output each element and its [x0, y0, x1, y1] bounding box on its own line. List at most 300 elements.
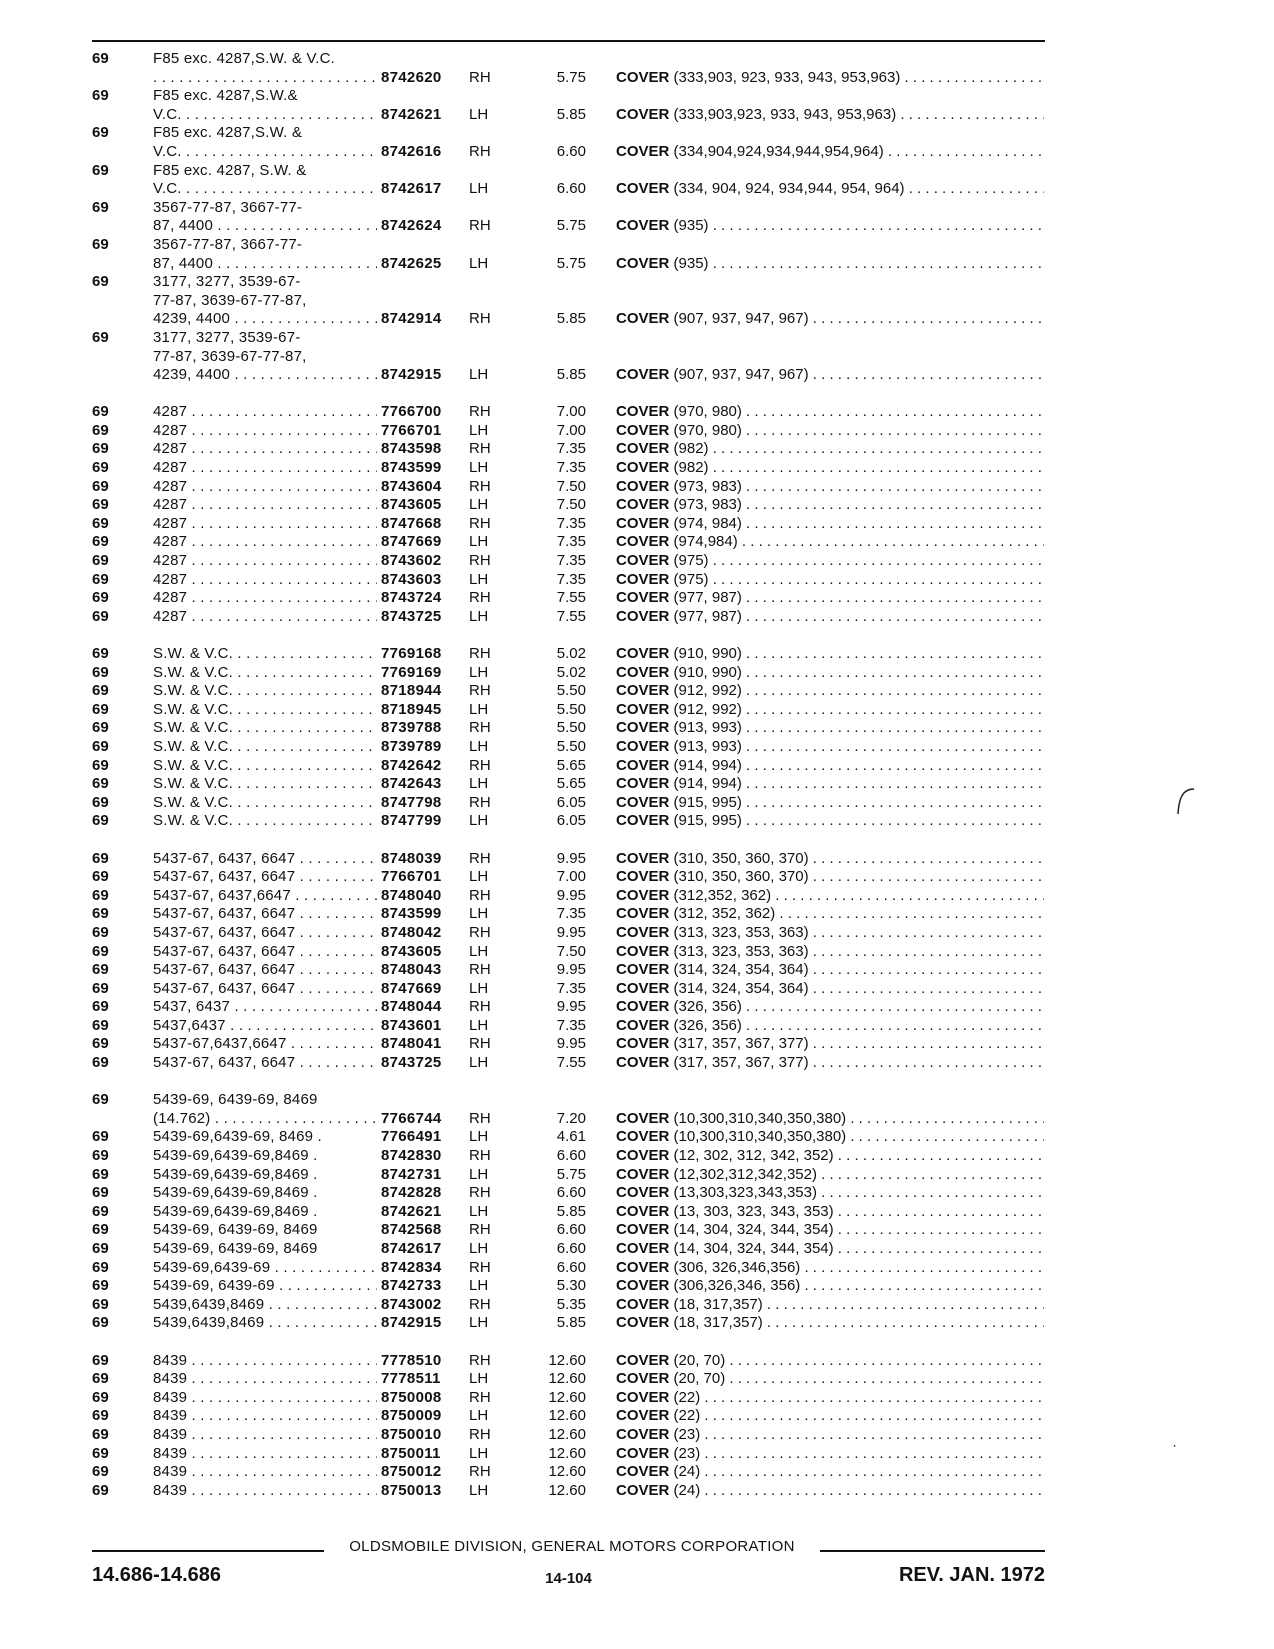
model-cell: S.W. & V.C. . . . [153, 682, 377, 701]
year-cell: 69 [92, 1277, 109, 1295]
description-cell [616, 1426, 1044, 1445]
price-cell: 6.60 [556, 1221, 586, 1239]
side-cell: LH [469, 1240, 489, 1257]
description-cell [616, 998, 1044, 1017]
description-cell [616, 682, 1044, 701]
description-title: COVER [616, 217, 670, 235]
description-title: COVER [616, 1202, 670, 1220]
price-cell: 5.02 [556, 645, 586, 662]
model-cell: 5439-69,6439-69,8469 . [153, 1202, 318, 1220]
part-number-cell: 8743599 [381, 459, 442, 477]
price-cell: 5.75 [556, 68, 586, 86]
price-cell: 7.55 [556, 589, 586, 607]
description-detail: (306, 326,346,356) [669, 1258, 801, 1276]
price-cell: 12.60 [548, 1463, 586, 1481]
description-cell [616, 812, 1044, 831]
description-cell [616, 1166, 1044, 1185]
price-cell: 7.35 [556, 979, 586, 997]
side-cell: LH [469, 979, 489, 997]
model-cell: V.C. . . . [153, 180, 377, 199]
table-row [0, 143, 1274, 162]
description-detail: (973, 983) [669, 496, 742, 514]
part-number-cell: 8742828 [381, 1184, 442, 1202]
side-cell: LH [469, 775, 489, 793]
part-number-cell: 7769168 [381, 645, 442, 662]
model-cell: 3177, 3277, 3539-67- [153, 273, 301, 291]
table-row [0, 533, 1274, 552]
model-cell: 5437-67, 6437, 6647 . . . [153, 961, 377, 980]
description-title: COVER [616, 1184, 670, 1202]
table-row [0, 236, 1274, 255]
table-row [0, 124, 1274, 143]
revision-date: REV. JAN. 1972 [898, 1564, 1045, 1586]
model-cell: 5439-69,6439-69,8469 . [153, 1165, 318, 1183]
part-number-cell: 8742616 [381, 142, 442, 160]
side-cell: RH [469, 756, 491, 774]
description-cell [616, 143, 1044, 162]
description-cell [616, 1203, 1044, 1222]
year-cell: 69 [92, 273, 109, 291]
side-cell: RH [469, 1388, 491, 1406]
description-cell [616, 180, 1044, 199]
model-cell: 8439 . . . [153, 1426, 377, 1445]
description-cell [616, 1296, 1044, 1315]
model-cell: 5439-69,6439-69 . . . [153, 1259, 377, 1278]
description-title: COVER [616, 719, 670, 737]
year-cell: 69 [92, 737, 109, 755]
price-cell: 6.05 [556, 793, 586, 811]
side-cell: LH [469, 570, 489, 588]
part-number-cell: 8743725 [381, 607, 442, 625]
part-number-cell: 8748040 [381, 886, 442, 904]
side-cell: RH [469, 1351, 491, 1369]
description-cell [616, 217, 1044, 236]
table-row [0, 440, 1274, 459]
year-cell: 69 [92, 87, 109, 105]
description-cell [616, 719, 1044, 738]
description-detail: (326, 356) [669, 998, 742, 1016]
table-row [0, 552, 1274, 571]
description-detail: (910, 990) [669, 645, 742, 662]
side-cell: RH [469, 961, 491, 979]
table-row [0, 1203, 1274, 1222]
table-row [0, 1166, 1274, 1185]
table-row [0, 1277, 1274, 1296]
side-cell: RH [469, 886, 491, 904]
side-cell: RH [469, 403, 491, 421]
year-cell: 69 [92, 812, 109, 830]
part-number-cell: 8742617 [381, 180, 442, 198]
model-cell: F85 exc. 4287, S.W. & [153, 161, 307, 179]
part-number-cell: 8742621 [381, 105, 442, 123]
table-row [0, 348, 1274, 367]
description-cell [616, 533, 1044, 552]
description-title: COVER [616, 459, 670, 477]
description-detail: (935) [669, 217, 709, 235]
model-cell: 5437-67, 6437, 6647 . . . [153, 1054, 377, 1073]
description-title: COVER [616, 1016, 670, 1034]
table-row [0, 1240, 1274, 1259]
description-title: COVER [616, 421, 670, 439]
description-cell [616, 1035, 1044, 1054]
price-cell: 6.60 [556, 180, 586, 198]
description-detail: (912, 992) [669, 700, 742, 718]
table-row [0, 1314, 1274, 1333]
description-detail: (306,326,346, 356) [669, 1277, 801, 1295]
part-number-cell: 7778510 [381, 1351, 442, 1369]
description-title: COVER [616, 756, 670, 774]
part-number-cell: 8743603 [381, 570, 442, 588]
price-cell: 5.75 [556, 1165, 586, 1183]
price-cell: 5.50 [556, 737, 586, 755]
description-detail: (314, 324, 354, 364) [669, 979, 809, 997]
price-cell: 7.35 [556, 440, 586, 458]
price-cell: 6.05 [556, 812, 586, 830]
price-cell: 5.75 [556, 254, 586, 272]
description-cell [616, 905, 1044, 924]
description-cell [616, 701, 1044, 720]
side-cell: LH [469, 868, 489, 886]
part-number-cell: 8739788 [381, 719, 442, 737]
side-cell: LH [469, 421, 489, 439]
side-cell: LH [469, 942, 489, 960]
table-row [0, 1259, 1274, 1278]
part-number-cell: 8747799 [381, 812, 442, 830]
side-cell: RH [469, 1221, 491, 1239]
model-cell: 4287 . . . [153, 515, 377, 534]
side-cell: RH [469, 793, 491, 811]
description-cell [616, 1259, 1044, 1278]
description-title: COVER [616, 440, 670, 458]
part-number-cell: 7766744 [381, 1109, 442, 1127]
description-detail: (907, 937, 947, 967) [669, 310, 809, 328]
description-detail: (317, 357, 367, 377) [669, 1035, 809, 1053]
side-cell: LH [469, 700, 489, 718]
side-cell: LH [469, 905, 489, 923]
price-cell: 5.50 [556, 700, 586, 718]
price-cell: 5.85 [556, 310, 586, 328]
table-row [0, 50, 1274, 69]
price-cell: 5.30 [556, 1277, 586, 1295]
year-cell: 69 [92, 682, 109, 700]
part-number-cell: 8747668 [381, 514, 442, 532]
price-cell: 12.60 [548, 1351, 586, 1369]
description-title: COVER [616, 1444, 670, 1462]
table-row [0, 1091, 1274, 1110]
model-cell: 5437-67, 6437, 6647 . . . [153, 868, 377, 887]
side-cell: LH [469, 180, 489, 198]
table-row [0, 664, 1274, 683]
side-cell: LH [469, 1016, 489, 1034]
description-detail: (982) [669, 440, 709, 458]
model-cell: 77-87, 3639-67-77-87, [153, 291, 307, 309]
year-cell: 69 [92, 1481, 109, 1499]
price-cell: 9.95 [556, 849, 586, 867]
table-row [0, 1426, 1274, 1445]
side-cell: LH [469, 1407, 489, 1425]
model-cell: S.W. & V.C. . . . [153, 738, 377, 757]
year-cell: 69 [92, 645, 109, 662]
description-cell [616, 310, 1044, 329]
side-cell: LH [469, 1054, 489, 1072]
description-cell [616, 1110, 1044, 1129]
model-cell: 8439 . . . [153, 1482, 377, 1501]
year-cell: 69 [92, 663, 109, 681]
model-cell: 87, 4400 . . . [153, 255, 377, 274]
table-row [0, 998, 1274, 1017]
price-cell: 5.35 [556, 1295, 586, 1313]
description-detail: (312, 352, 362) [669, 905, 776, 923]
description-title: COVER [616, 775, 670, 793]
description-cell [616, 1352, 1044, 1371]
model-cell: 5439,6439,8469 . . . [153, 1314, 377, 1333]
description-detail: (20, 70) [669, 1370, 726, 1388]
part-number-cell: 7778511 [381, 1370, 441, 1388]
price-cell: 5.65 [556, 775, 586, 793]
side-cell: LH [469, 607, 489, 625]
price-cell: 12.60 [548, 1388, 586, 1406]
price-cell: 12.60 [548, 1444, 586, 1462]
part-number-cell: 8748042 [381, 923, 442, 941]
price-cell: 7.00 [556, 403, 586, 421]
price-cell: 7.50 [556, 496, 586, 514]
description-cell [616, 1240, 1044, 1259]
description-title: COVER [616, 552, 670, 570]
price-cell: 5.85 [556, 105, 586, 123]
price-cell: 6.60 [556, 1258, 586, 1276]
side-cell: LH [469, 1165, 489, 1183]
table-row [0, 162, 1274, 181]
description-cell [616, 478, 1044, 497]
table-row [0, 366, 1274, 385]
table-row [0, 589, 1274, 608]
table-row [0, 217, 1274, 236]
table-row [0, 329, 1274, 348]
year-cell: 69 [92, 961, 109, 979]
corporation-name: OLDSMOBILE DIVISION, GENERAL MOTORS CORPORATION [349, 1538, 795, 1555]
table-row [0, 1035, 1274, 1054]
description-cell [616, 1017, 1044, 1036]
price-cell: 7.55 [556, 1054, 586, 1072]
group-spacer [0, 831, 1274, 850]
side-cell: RH [469, 217, 491, 235]
description-cell [616, 1407, 1044, 1426]
description-title: COVER [616, 923, 670, 941]
description-title: COVER [616, 514, 670, 532]
description-cell [616, 422, 1044, 441]
year-cell: 69 [92, 1407, 109, 1425]
description-title: COVER [616, 1314, 670, 1332]
description-title: COVER [616, 607, 670, 625]
part-number-cell: 8742642 [381, 756, 442, 774]
year-cell: 69 [92, 1425, 109, 1443]
part-number-cell: 8747798 [381, 793, 442, 811]
part-number-cell: 8747669 [381, 979, 442, 997]
model-cell: V.C. . . . [153, 143, 377, 162]
model-cell: F85 exc. 4287,S.W. & [153, 124, 303, 142]
side-cell: RH [469, 1425, 491, 1443]
year-cell: 69 [92, 775, 109, 793]
description-title: COVER [616, 737, 670, 755]
side-cell: LH [469, 663, 489, 681]
description-detail: (313, 323, 353, 363) [669, 923, 809, 941]
year-cell: 69 [92, 756, 109, 774]
description-detail: (334, 904, 924, 934,944, 954, 964) [669, 180, 905, 198]
part-number-cell: 8747669 [381, 533, 442, 551]
top-rule [92, 40, 1045, 42]
description-detail: (333,903, 923, 933, 943, 953,963) [669, 68, 901, 86]
description-detail: (974,984) [669, 533, 738, 551]
part-number-cell: 8742914 [381, 310, 442, 328]
price-cell: 7.35 [556, 552, 586, 570]
year-cell: 69 [92, 1240, 109, 1257]
model-cell: 5437-67, 6437, 6647 . . . [153, 943, 377, 962]
description-cell [616, 794, 1044, 813]
model-cell: 3177, 3277, 3539-67- [153, 328, 301, 346]
side-cell: LH [469, 1444, 489, 1462]
table-row [0, 106, 1274, 125]
description-detail: (24) [669, 1481, 701, 1499]
description-title: COVER [616, 1240, 670, 1257]
model-cell: 8439 . . . [153, 1463, 377, 1482]
description-cell [616, 757, 1044, 776]
year-cell: 69 [92, 868, 109, 886]
side-cell: RH [469, 440, 491, 458]
part-number-cell: 8750013 [381, 1481, 442, 1499]
description-detail: (975) [669, 552, 709, 570]
description-title: COVER [616, 310, 670, 328]
price-cell: 12.60 [548, 1370, 586, 1388]
description-cell [616, 1128, 1044, 1147]
model-cell: 5439-69, 6439-69 . . . [153, 1277, 377, 1296]
year-cell: 69 [92, 849, 109, 867]
description-title: COVER [616, 533, 670, 551]
margin-mark [1174, 786, 1198, 816]
description-cell [616, 1463, 1044, 1482]
description-cell [616, 943, 1044, 962]
side-cell: RH [469, 310, 491, 328]
description-detail: (970, 980) [669, 421, 742, 439]
table-row [0, 1128, 1274, 1147]
year-cell: 69 [92, 198, 109, 216]
model-cell: S.W. & V.C. . . . [153, 701, 377, 720]
group-spacer [0, 385, 1274, 404]
table-row [0, 496, 1274, 515]
table-row [0, 1389, 1274, 1408]
year-cell: 69 [92, 1054, 109, 1072]
page-number: 14-104 [545, 1570, 592, 1587]
model-cell: 4287 . . . [153, 589, 377, 608]
price-cell: 5.85 [556, 366, 586, 384]
description-detail: (914, 994) [669, 775, 742, 793]
description-title: COVER [616, 1109, 670, 1127]
side-cell: RH [469, 1109, 491, 1127]
description-detail: (915, 995) [669, 793, 742, 811]
price-cell: 6.60 [556, 142, 586, 160]
year-cell: 69 [92, 161, 109, 179]
year-cell: 69 [92, 328, 109, 346]
table-row [0, 273, 1274, 292]
year-cell: 69 [92, 942, 109, 960]
description-title: COVER [616, 1463, 670, 1481]
year-cell: 69 [92, 421, 109, 439]
part-number-cell: 8743601 [381, 1016, 442, 1034]
model-cell: 5437-67,6437,6647 . . . [153, 1035, 377, 1054]
model-cell: 8439 . . . [153, 1407, 377, 1426]
year-cell: 69 [92, 1035, 109, 1053]
description-cell [616, 887, 1044, 906]
description-cell [616, 1445, 1044, 1464]
year-cell: 69 [92, 1147, 109, 1165]
description-cell [616, 645, 1044, 664]
table-row [0, 887, 1274, 906]
description-cell [616, 1482, 1044, 1501]
year-cell: 69 [92, 514, 109, 532]
table-row [0, 478, 1274, 497]
year-cell: 69 [92, 1295, 109, 1313]
description-title: COVER [616, 570, 670, 588]
price-cell: 5.75 [556, 217, 586, 235]
description-detail: (18, 317,357) [669, 1314, 763, 1332]
description-title: COVER [616, 942, 670, 960]
description-cell [616, 255, 1044, 274]
description-cell [616, 924, 1044, 943]
model-cell: 5439,6439,8469 . . . [153, 1296, 377, 1315]
model-cell: 8439 . . . [153, 1370, 377, 1389]
description-title: COVER [616, 1258, 670, 1276]
description-title: COVER [616, 496, 670, 514]
price-cell: 7.00 [556, 421, 586, 439]
price-cell: 6.60 [556, 1240, 586, 1257]
part-number-cell: 8743725 [381, 1054, 442, 1072]
part-number-cell: 8718944 [381, 682, 442, 700]
table-row [0, 682, 1274, 701]
table-row [0, 1110, 1274, 1129]
description-title: COVER [616, 1295, 670, 1313]
price-cell: 7.35 [556, 1016, 586, 1034]
description-title: COVER [616, 849, 670, 867]
description-detail: (312,352, 362) [669, 886, 772, 904]
part-number-cell: 8742830 [381, 1147, 442, 1165]
description-detail: (970, 980) [669, 403, 742, 421]
description-detail: (313, 323, 353, 363) [669, 942, 809, 960]
part-number-cell: 7769169 [381, 663, 442, 681]
description-title: COVER [616, 1277, 670, 1295]
year-cell: 69 [92, 1258, 109, 1276]
description-detail: (20, 70) [669, 1351, 726, 1369]
description-detail: (913, 993) [669, 719, 742, 737]
table-row [0, 757, 1274, 776]
model-cell: 5439-69,6439-69, 8469 . [153, 1128, 322, 1146]
year-cell: 69 [92, 1370, 109, 1388]
description-detail: (310, 350, 360, 370) [669, 849, 809, 867]
price-cell: 9.95 [556, 886, 586, 904]
description-cell [616, 1054, 1044, 1073]
side-cell: RH [469, 849, 491, 867]
year-cell: 69 [92, 570, 109, 588]
description-cell [616, 961, 1044, 980]
side-cell: LH [469, 496, 489, 514]
year-cell: 69 [92, 459, 109, 477]
description-title: COVER [616, 477, 670, 495]
description-cell [616, 1221, 1044, 1240]
part-number-cell: 8743602 [381, 552, 442, 570]
description-cell [616, 1389, 1044, 1408]
model-cell: S.W. & V.C. . . . [153, 757, 377, 776]
description-title: COVER [616, 1388, 670, 1406]
year-cell: 69 [92, 1314, 109, 1332]
price-cell: 6.60 [556, 1147, 586, 1165]
